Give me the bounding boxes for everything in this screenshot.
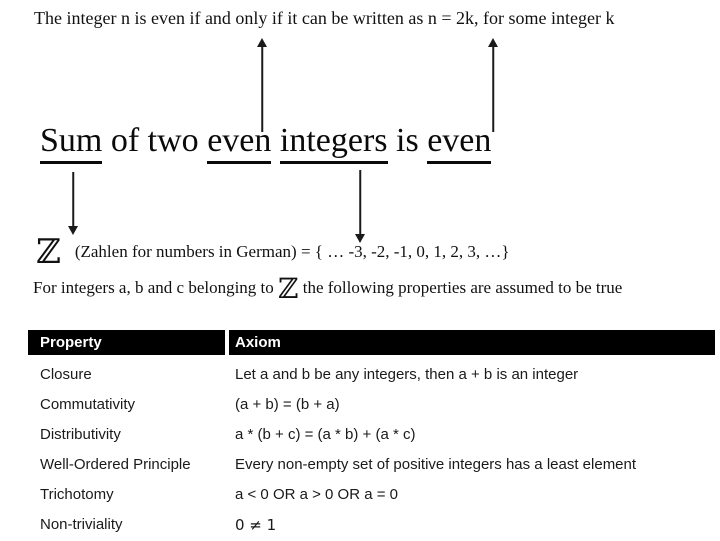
header-property: Property: [28, 330, 225, 355]
table-row: [28, 510, 715, 540]
title-word-even-2: even: [427, 122, 491, 164]
axiom-cell: Let a and b be any integers, then a + b is an integer: [235, 366, 579, 383]
axiom-cell: Every non-empty set of positive integers has a least element: [235, 456, 637, 473]
table-row: [28, 480, 715, 510]
title-word-sum: Sum: [40, 122, 102, 164]
blackboard-z-symbol: ℤ: [36, 232, 61, 272]
blackboard-z-symbol: ℤ: [278, 272, 299, 305]
down-arrow-icon: [67, 172, 79, 235]
properties-intro-statement: [33, 272, 622, 305]
up-arrow-icon: [487, 38, 499, 132]
title-word-integers: integers: [280, 122, 388, 164]
slide-title: [40, 122, 491, 160]
axiom-cell: a < 0 OR a > 0 OR a = 0: [235, 486, 399, 503]
table-header-row: [28, 330, 715, 355]
axiom-cell: a * (b + c) = (a * b) + (a * c): [235, 426, 416, 443]
table-row: [28, 420, 715, 450]
table-row: [28, 390, 715, 420]
arrow-shaft: [492, 44, 494, 132]
title-word-of-two: of two: [102, 122, 208, 159]
title-space: [271, 122, 280, 159]
up-arrow-icon: [256, 38, 268, 132]
property-cell: Trichotomy: [40, 486, 114, 503]
integers-set-definition: [36, 232, 510, 272]
arrow-shaft: [359, 170, 361, 237]
title-word-is: is: [387, 122, 428, 159]
arrow-shaft: [261, 44, 263, 132]
axiom-cell: (a + b) = (b + a): [235, 396, 340, 413]
intro-text-before: For integers a, b and c belonging to: [33, 278, 279, 297]
zahlen-set-text: (Zahlen for numbers in German) = { … -3, -2, -1, 0, 1, 2, 3, …}: [74, 242, 510, 261]
even-definition-statement: The integer n is even if and only if it can be written as n = 2k, for some integer k: [34, 8, 615, 28]
table-row: [28, 450, 715, 480]
property-cell: Well-Ordered Principle: [40, 456, 191, 473]
table-row: [28, 360, 715, 390]
property-cell: Non-triviality: [40, 516, 123, 533]
axiom-table: [28, 330, 715, 540]
property-cell: Commutativity: [40, 396, 136, 413]
arrow-shaft: [72, 172, 74, 229]
header-axiom: Axiom: [229, 330, 715, 355]
axiom-cell: 0 ≠ 1: [235, 516, 277, 534]
property-cell: Distributivity: [40, 426, 121, 443]
title-word-even-1: even: [207, 122, 271, 164]
property-cell: Closure: [40, 366, 92, 383]
intro-text-after: the following properties are assumed to be true: [298, 278, 623, 297]
